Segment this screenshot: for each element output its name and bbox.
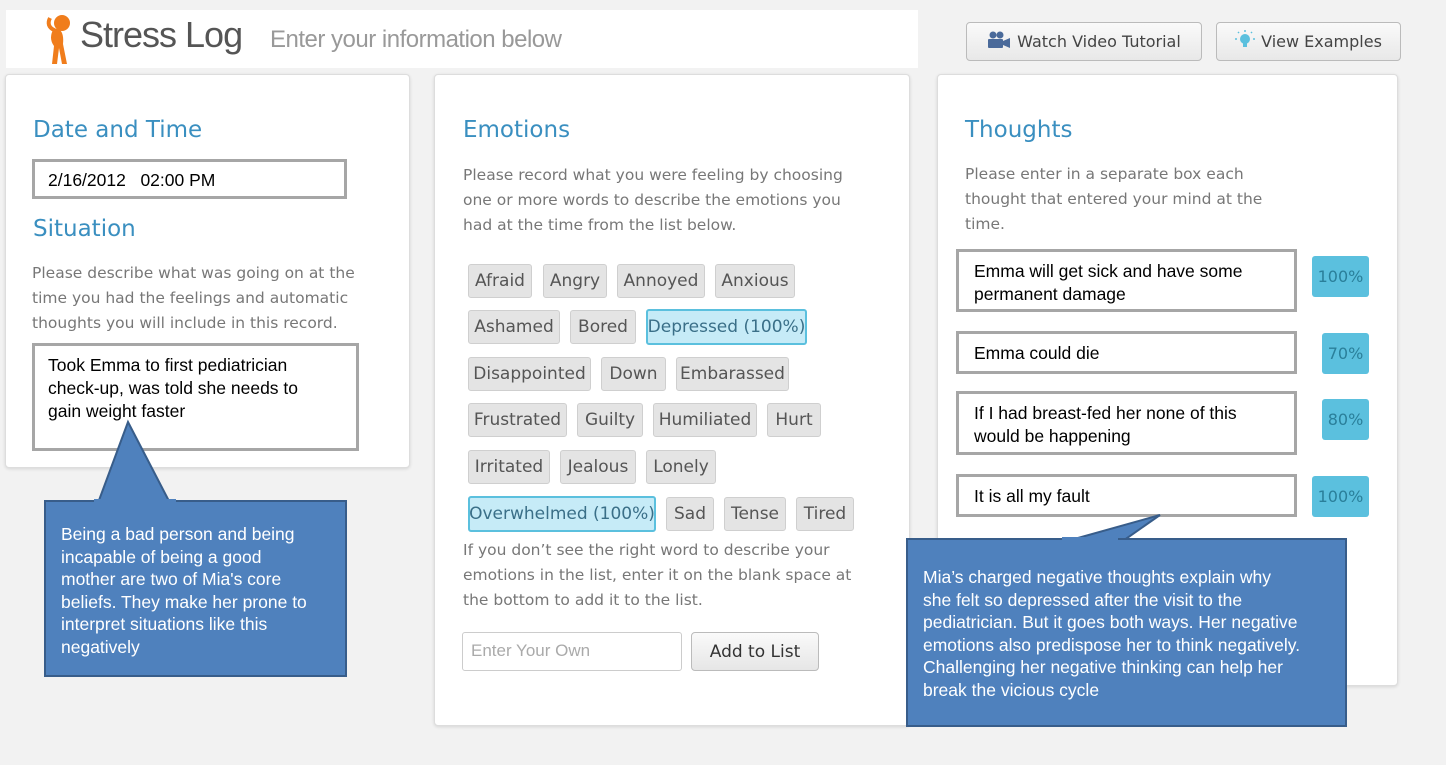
thought-percent-badge[interactable]: 70% [1322,333,1369,374]
emotion-chip-afraid[interactable]: Afraid [468,264,532,298]
emotion-chip-embarassed[interactable]: Embarassed [676,357,789,391]
emotions-heading: Emotions [463,117,571,143]
emotion-chip-tired[interactable]: Tired [796,497,854,531]
thought-percent-badge[interactable]: 80% [1322,399,1369,440]
emotions-help-line: had at the time from the list below. [463,216,737,234]
thought-line: would be happening [974,426,1131,446]
emotion-chip-overwhelmed[interactable]: Overwhelmed (100%) [468,496,656,532]
emotions-help [463,163,893,238]
emotions-note-line: the bottom to add it to the list. [463,591,703,609]
thought-field[interactable] [956,474,1297,517]
emotions-note [463,538,903,613]
emotion-chip-anxious[interactable]: Anxious [715,264,795,298]
emotions-note-line: emotions in the list, enter it on the blank space at [463,566,852,584]
situation-line: check-up, was told she needs to [48,378,299,398]
thought-percent-badge[interactable]: 100% [1312,256,1369,297]
situation-help-line: thoughts you will include in this record. [32,314,338,332]
emotion-chip-ashamed[interactable]: Ashamed [468,310,560,344]
emotions-note-line: If you don’t see the right word to describe your [463,541,830,559]
enter-your-own-input[interactable] [462,632,682,671]
emotion-chip-humiliated[interactable]: Humiliated [653,403,757,437]
thought-line: Emma could die [974,343,1100,363]
callout-line: Being a bad person and being [61,524,295,544]
situation-help-line: time you had the feelings and automatic [32,289,349,307]
emotion-chip-hurt[interactable]: Hurt [767,403,821,437]
view-examples-label: View Examples [1261,32,1382,51]
emotion-chip-frustrated[interactable]: Frustrated [468,403,567,437]
thought-field[interactable] [956,249,1297,312]
lightbulb-icon [1235,30,1255,54]
thoughts-help-line: thought that entered your mind at the [965,190,1263,208]
thought-line: It is all my fault [974,486,1090,506]
watch-video-tutorial-label: Watch Video Tutorial [1017,32,1181,51]
emotion-chip-down[interactable]: Down [601,357,666,391]
thoughts-help-line: Please enter in a separate box each [965,165,1244,183]
callout-line: break the vicious cycle [923,679,1100,700]
emotion-chip-tense[interactable]: Tense [724,497,786,531]
emotion-chip-jealous[interactable]: Jealous [560,450,636,484]
person-carrying-weight-icon [40,14,76,66]
emotion-chip-irritated[interactable]: Irritated [468,450,550,484]
callout-pointer-join [1060,537,1140,543]
enter-your-own-placeholder: Enter Your Own [471,641,591,660]
situation-help [32,261,392,336]
emotion-chip-guilty[interactable]: Guilty [577,403,643,437]
thought-percent-badge[interactable]: 100% [1312,476,1369,517]
callout-line: incapable of being a good [61,546,262,567]
callout-line: beliefs. They make her prone to [61,591,307,612]
emotions-help-line: Please record what you were feeling by choosing [463,166,843,184]
negative-thoughts-callout [906,538,1347,727]
add-to-list-button[interactable]: Add to List [691,632,819,671]
thought-line: Emma will get sick and have some [974,261,1243,281]
situation-line: Took Emma to first pediatrician [48,355,288,375]
thought-field[interactable] [956,331,1297,374]
thoughts-help-line: time. [965,215,1005,233]
callout-line: pediatrician. But it goes both ways. Her negative [923,612,1298,632]
situation-line: gain weight faster [48,401,186,421]
date-time-heading: Date and Time [33,117,203,143]
thoughts-heading: Thoughts [965,117,1073,143]
callout-pointer-join [44,499,184,505]
emotion-chip-sad[interactable]: Sad [666,497,714,531]
callout-line: Mia’s charged negative thoughts explain why [923,567,1271,587]
emotions-help-line: one or more words to describe the emotions you [463,191,841,209]
emotion-chip-annoyed[interactable]: Annoyed [617,264,705,298]
emotion-chip-depressed[interactable]: Depressed (100%) [646,309,807,345]
core-beliefs-callout [44,500,347,677]
callout-line: negatively [61,636,140,657]
date-time-value: 2/16/2012 02:00 PM [48,170,216,190]
app-subtitle: Enter your information below [270,26,562,53]
emotion-chip-disappointed[interactable]: Disappointed [468,357,591,391]
thought-line: permanent damage [974,284,1126,304]
thoughts-help [965,162,1295,237]
callout-line: interpret situations like this [61,614,268,634]
watch-video-tutorial-button[interactable] [966,22,1202,61]
date-time-field[interactable] [32,159,347,199]
callout-line: mother are two of Mia's core [61,569,282,589]
thought-field[interactable] [956,391,1297,455]
callout-line: she felt so depressed after the visit to the [923,589,1243,610]
situation-field[interactable] [32,343,359,451]
callout-pointer [90,420,180,504]
emotion-chip-bored[interactable]: Bored [570,310,636,344]
situation-heading: Situation [33,216,136,242]
emotion-chip-lonely[interactable]: Lonely [646,450,716,484]
thought-line: If I had breast-fed her none of this [974,403,1237,423]
callout-line: emotions also predispose her to think negatively. [923,634,1301,655]
emotion-chip-angry[interactable]: Angry [543,264,607,298]
app-title: Stress Log [80,14,243,55]
situation-help-line: Please describe what was going on at the [32,264,355,282]
video-camera-icon [987,31,1011,53]
view-examples-button[interactable] [1216,22,1401,61]
callout-line: Challenging her negative thinking can help her [923,657,1283,677]
